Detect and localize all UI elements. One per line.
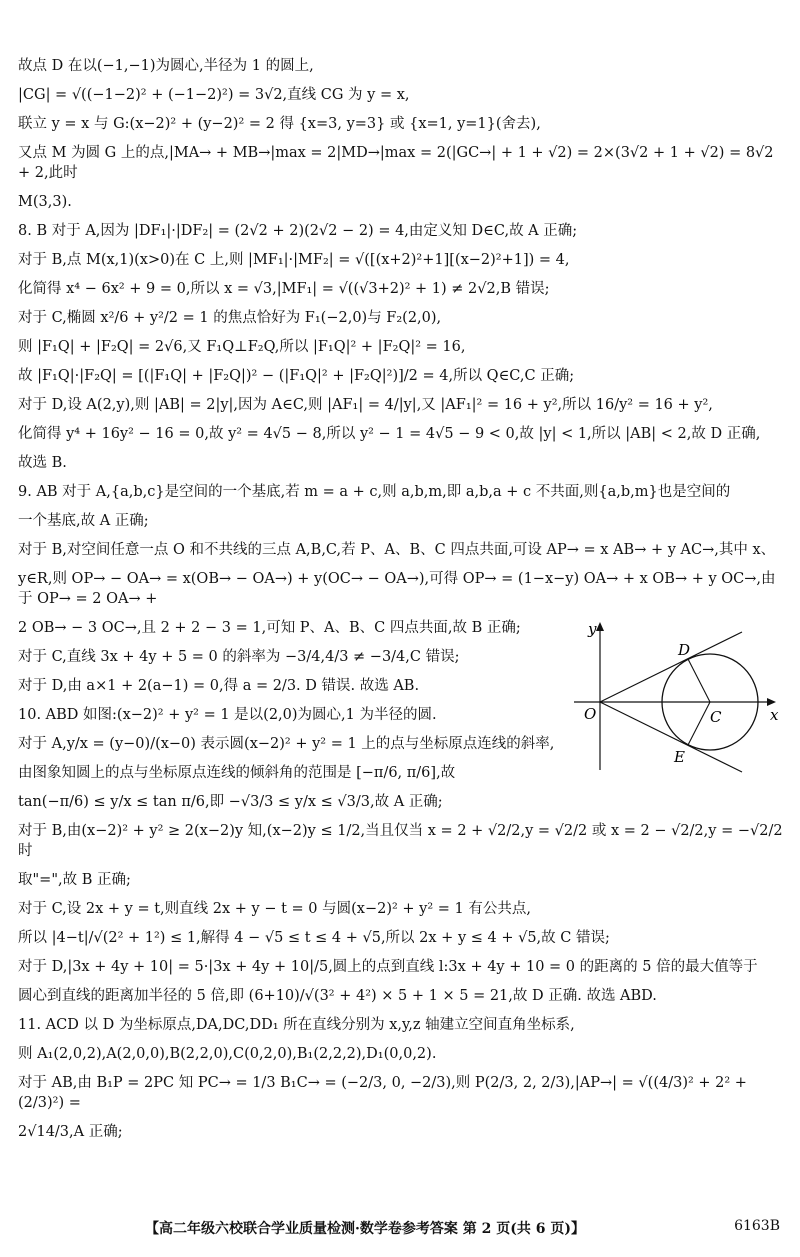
text-line: 对于 D,设 A(2,y),则 |AB| = 2|y|,因为 A∈C,则 |AF₁| = 4/|y|,又 |AF₁|² = 16 + y²,所以 16/y² = 16 + y², xyxy=(18,397,713,413)
label-x: x xyxy=(770,706,779,724)
label-o: O xyxy=(584,705,597,723)
label-d: D xyxy=(678,641,691,659)
radius-ce xyxy=(688,702,710,745)
footer-code: 6163B xyxy=(734,1218,780,1234)
solution-text xyxy=(18,56,788,1151)
text-line: 对于 C,直线 3x + 4y + 5 = 0 的斜率为 −3/4,4/3 ≠ −3/4,C 错误; xyxy=(18,649,460,665)
text-line: 圆心到直线的距离加半径的 5 倍,即 (6+10)/√(3² + 4²) × 5 + 1 × 5 = 21,故 D 正确. 故选 ABD. xyxy=(18,988,657,1004)
tangent-line-upper xyxy=(600,632,742,702)
text-line: 由图象知圆上的点与坐标原点连线的倾斜角的范围是 [−π/6, π/6],故 xyxy=(18,765,456,781)
circle-tangent-figure xyxy=(570,620,784,780)
text-line: 化简得 x⁴ − 6x² + 9 = 0,所以 x = √3,|MF₁| = √((√3+2)² + 1) ≠ 2√2,B 错误; xyxy=(18,281,550,297)
page-footer xyxy=(0,1218,800,1248)
text-line: 故 |F₁Q|·|F₂Q| = [(|F₁Q| + |F₂Q|)² − (|F₁Q|² + |F₂Q|²)]/2 = 4,所以 Q∈C,C 正确; xyxy=(18,368,575,384)
text-line: 化简得 y⁴ + 16y² − 16 = 0,故 y² = 4√5 − 8,所以 y² − 1 = 4√5 − 9 < 0,故 |y| < 1,所以 |AB| < 2,故 D 正确, xyxy=(18,426,761,442)
text-line: 则 A₁(2,0,2),A(2,0,0),B(2,2,0),C(0,2,0),B₁(2,2,2),D₁(0,0,2). xyxy=(18,1046,437,1062)
text-line: tan(−π/6) ≤ y/x ≤ tan π/6,即 −√3/3 ≤ y/x ≤ √3/3,故 A 正确; xyxy=(18,794,443,810)
text-line: 则 |F₁Q| + |F₂Q| = 2√6,又 F₁Q⊥F₂Q,所以 |F₁Q|² + |F₂Q|² = 16, xyxy=(18,339,466,355)
radius-cd xyxy=(688,659,710,702)
text-line: 9. AB 对于 A,{a,b,c}是空间的一个基底,若 m = a + c,则 a,b,m,即 a,b,a + c 不共面,则{a,b,m}也是空间的 xyxy=(18,484,731,500)
text-line: 对于 A,y/x = (y−0)/(x−0) 表示圆(x−2)² + y² = 1 上的点与坐标原点连线的斜率, xyxy=(18,736,555,752)
text-line: 对于 D,|3x + 4y + 10| = 5·|3x + 4y + 10|/5,圆上的点到直线 l:3x + 4y + 10 = 0 的距离的 5 倍的最大值等于 xyxy=(18,959,758,975)
text-line: 对于 D,由 a×1 + 2(a−1) = 0,得 a = 2/3. D 错误. 故选 AB. xyxy=(18,678,420,694)
text-line: 11. ACD 以 D 为坐标原点,DA,DC,DD₁ 所在直线分别为 x,y,z 轴建立空间直角坐标系, xyxy=(18,1017,575,1033)
text-line: 对于 B,由(x−2)² + y² ≥ 2(x−2)y 知,(x−2)y ≤ 1/2,当且仅当 x = 2 + √2/2,y = √2/2 或 x = 2 − √2/2,y = −√2/2 时 xyxy=(18,823,783,859)
label-e: E xyxy=(674,748,685,766)
footer-title: 【高二年级六校联合学业质量检测·数学卷参考答案 第 2 页(共 6 页)】 xyxy=(145,1221,585,1237)
text-line: 又点 M 为圆 G 上的点,|MA→ + MB→|max = 2|MD→|max = 2(|GC→| + 1 + √2) = 2×(3√2 + 1 + √2) = 8√2 + 2,此时 xyxy=(18,145,774,181)
x-axis-arrow xyxy=(767,698,776,706)
text-line: 一个基底,故 A 正确; xyxy=(18,513,149,529)
text-line: 10. ABD 如图:(x−2)² + y² = 1 是以(2,0)为圆心,1 为半径的圆. xyxy=(18,707,437,723)
label-c: C xyxy=(710,708,722,726)
text-line: 故选 B. xyxy=(18,455,67,471)
text-line: |CG| = √((−1−2)² + (−1−2)²) = 3√2,直线 CG 为 y = x, xyxy=(18,87,410,103)
text-line: 联立 y = x 与 G:(x−2)² + (y−2)² = 2 得 {x=3, y=3} 或 {x=1, y=1}(舍去), xyxy=(18,116,541,132)
text-line: 对于 AB,由 B₁P = 2PC 知 PC→ = 1/3 B₁C→ = (−2/3, 0, −2/3),则 P(2/3, 2, 2/3),|AP→| = √((4/3)² + 2² + (2/3)²) = xyxy=(18,1075,747,1111)
text-line: y∈R,则 OP→ − OA→ = x(OB→ − OA→) + y(OC→ − OA→),可得 OP→ = (1−x−y) OA→ + x OB→ + y OC→,由于 OP→ = 2 OA→ + xyxy=(18,571,776,607)
label-y: y xyxy=(588,620,597,638)
text-line: 2 OB→ − 3 OC→,且 2 + 2 − 3 = 1,可知 P、A、B、C 四点共面,故 B 正确; xyxy=(18,620,521,636)
text-line: 对于 B,点 M(x,1)(x>0)在 C 上,则 |MF₁|·|MF₂| = √([(x+2)²+1][(x−2)²+1]) = 4, xyxy=(18,252,570,268)
text-line: 对于 B,对空间任意一点 O 和不共线的三点 A,B,C,若 P、A、B、C 四点共面,可设 AP→ = x AB→ + y AC→,其中 x、 xyxy=(18,542,776,558)
text-line: 取"=",故 B 正确; xyxy=(18,872,131,888)
text-line: 对于 C,设 2x + y = t,则直线 2x + y − t = 0 与圆(x−2)² + y² = 1 有公共点, xyxy=(18,901,532,917)
y-axis-arrow xyxy=(596,622,604,631)
text-line: M(3,3). xyxy=(18,194,72,210)
text-line: 对于 C,椭圆 x²/6 + y²/2 = 1 的焦点恰好为 F₁(−2,0)与 F₂(2,0), xyxy=(18,310,442,326)
text-line: 所以 |4−t|/√(2² + 1²) ≤ 1,解得 4 − √5 ≤ t ≤ 4 + √5,所以 2x + y ≤ 4 + √5,故 C 错误; xyxy=(18,930,610,946)
text-line: 故点 D 在以(−1,−1)为圆心,半径为 1 的圆上, xyxy=(18,58,314,74)
text-line: 8. B 对于 A,因为 |DF₁|·|DF₂| = (2√2 + 2)(2√2 − 2) = 4,由定义知 D∈C,故 A 正确; xyxy=(18,223,578,239)
text-line: 2√14/3,A 正确; xyxy=(18,1124,123,1140)
